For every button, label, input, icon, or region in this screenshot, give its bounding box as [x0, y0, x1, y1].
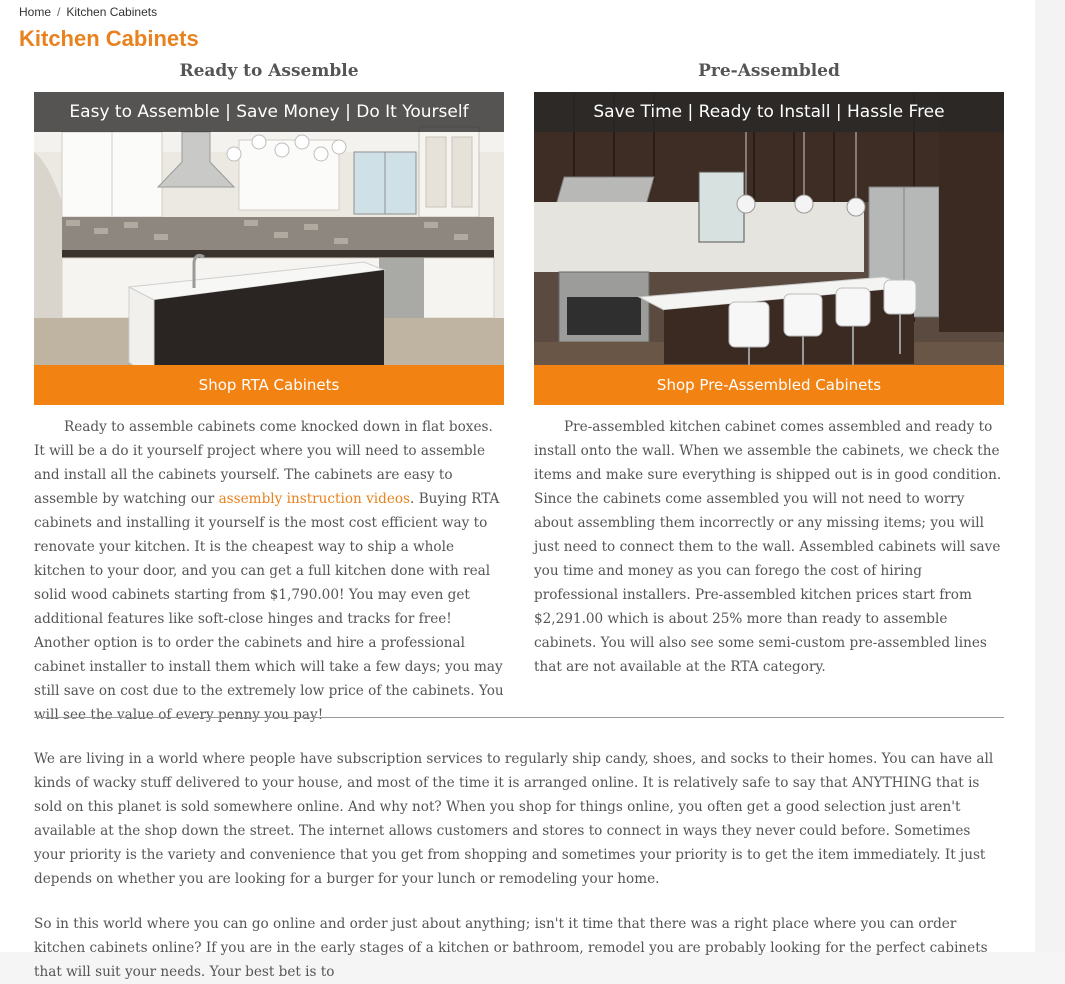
breadcrumb-home-link[interactable]: Home: [19, 5, 52, 19]
page-title: Kitchen Cabinets: [19, 26, 199, 51]
shop-pre-assembled-cabinets-button[interactable]: Shop Pre-Assembled Cabinets: [534, 365, 1004, 405]
pre-assembled-banner: Save Time | Ready to Install | Hassle Free: [534, 92, 1004, 132]
pre-assembled-description: [534, 415, 1004, 679]
pre-assembled-promo-card[interactable]: [534, 92, 1004, 405]
intro-paragraph-2: So in this world where you can go online and order just about anything; isn't it time that there was a right place where you can order kitchen cabinets online? If you are in the early stages of a kitchen or bathroom, remodel you are probably looking for the perfect cabinets that will suit your needs. Your best bet is to: [34, 916, 988, 980]
section-divider: [34, 717, 1004, 718]
shop-rta-cabinets-button[interactable]: Shop RTA Cabinets: [34, 365, 504, 405]
pre-assembled-kitchen-image: [534, 92, 1004, 405]
right-gutter: [1035, 0, 1065, 952]
breadcrumb-current: Kitchen Cabinets: [66, 5, 158, 19]
rta-text-part2: . Buying RTA cabinets and installing it yourself is the most cost efficient way to renovate your kitchen. It is the cheapest way to ship a whole kitchen to your door, and you can get a full kitchen done with real solid wood cabinets starting from $1,790.00! You may even get additional features like soft-close hinges and tracks for free! Another option is to order the cabinets and hire a professional cabinet installer to install them which will take a few days; you may still save on cost due to the extremely low price of the cabinets. You will see the value of every penny you pay!: [34, 491, 504, 723]
pre-assembled-text: Pre-assembled kitchen cabinet comes assembled and ready to install onto the wall. When we assemble the cabinets, we check the items and make sure everything is shipped out is in good condition. Since the cabinets come assembled you will not need to worry about assembling them incorrectly or any missing items; you will just need to connect them to the wall. Assembled cabinets will save you time and money as you can forego the cost of hiring professional installers. Pre-assembled kitchen prices start from $2,291.00 which is about 25% more than ready to assemble cabinets. You will also see some semi-custom pre-assembled lines that are not available at the RTA category.: [534, 419, 1002, 675]
rta-promo-card[interactable]: [34, 92, 504, 405]
rta-banner: Easy to Assemble | Save Money | Do It Yourself: [34, 92, 504, 132]
pre-assembled-column: [534, 60, 1004, 675]
rta-text-part1: Ready to assemble cabinets come knocked down in flat boxes. It will be a do it yourself project where you will need to assemble and install all the cabinets yourself. The cabinets are easy to assemble by watching our: [34, 419, 493, 507]
breadcrumb-separator: /: [57, 5, 61, 19]
rta-description: [34, 415, 504, 727]
breadcrumb: [19, 5, 157, 19]
rta-column: [34, 60, 504, 723]
rta-kitchen-image: [34, 92, 504, 405]
rta-column-title: Ready to Assemble: [179, 61, 359, 81]
pre-assembled-column-title: Pre-Assembled: [698, 61, 840, 81]
assembly-videos-link[interactable]: assembly instruction videos: [218, 491, 411, 507]
intro-paragraph-1: We are living in a world where people have subscription services to regularly ship candy, shoes, and socks to their homes. You can have all kinds of wacky stuff delivered to your house, and most of the time it is arranged online. It is relatively safe to say that ANYTHING that is sold on this planet is sold somewhere online. And why not? When you shop for things online, you often get a good selection just aren't available at the shop down the street. The internet allows customers and stores to connect in ways they never could before. Sometimes your priority is the variety and convenience that you get from shopping and sometimes your priority is to get the item immediately. It just depends on whether you are looking for a burger for your lunch or remodeling your home.: [34, 751, 994, 887]
